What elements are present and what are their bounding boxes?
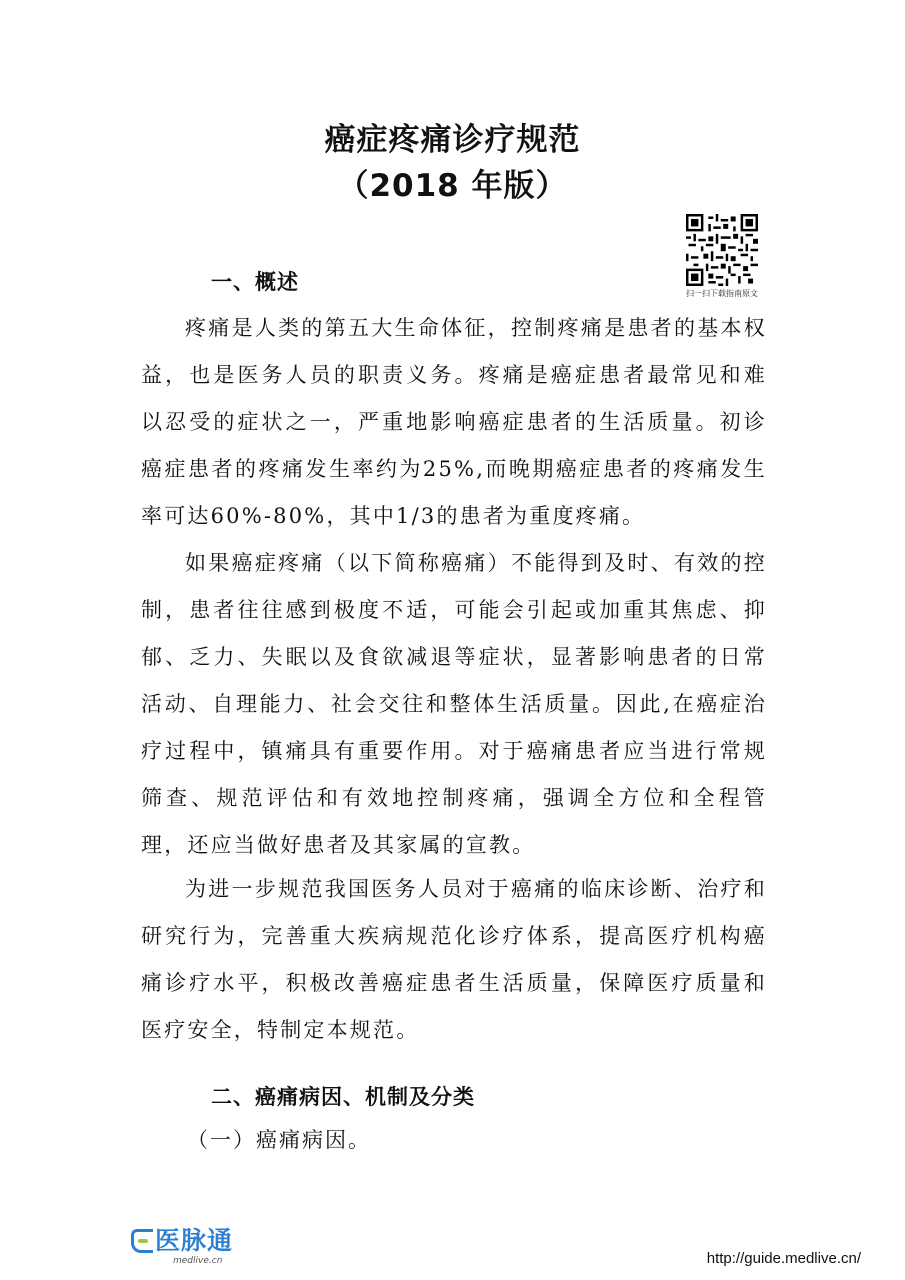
qr-caption: 扫一扫下载指南原文 [686, 289, 758, 298]
document-subtitle: （2018 年版） [337, 168, 568, 204]
paragraph: 如果癌症疼痛（以下简称癌痛）不能得到及时、有效的控制，患者往往感到极度不适，可能会引起或加重其焦虑、抑郁、乏力、失眠以及食欲减退等症状，显著影响患者的日常活动、自理能力、社会交往和整体生活质量。因此,在癌症治疗过程中，镇痛具有重要作用。对于癌痛患者应当进行常规筛查、规范评估和有效地控制疼痛，强调全方位和全程管理，还应当做好患者及其家属的宣教。 [141, 551, 767, 857]
qr-code-block[interactable] [680, 214, 764, 299]
qr-code-icon[interactable] [686, 214, 758, 286]
document-title: 癌症疼痛诊疗规范 [324, 122, 581, 158]
section-heading-causes: 二、癌痛病因、机制及分类 [211, 1085, 475, 1109]
logo-subtext: medlive.cn [173, 1256, 223, 1266]
subsection-item: （一）癌痛病因。 [187, 1128, 371, 1152]
logo-text: 医脉通 [155, 1226, 234, 1255]
paragraph: 疼痛是人类的第五大生命体征，控制疼痛是患者的基本权益，也是医务人员的职责义务。疼痛是癌症患者最常见和难以忍受的症状之一，严重地影响癌症患者的生活质量。初诊癌症患者的疼痛发生率约为25%,而晚期癌症患者的疼痛发生率可达60%-80%，其中1/3的患者为重度疼痛。 [141, 316, 767, 528]
paragraph: 为进一步规范我国医务人员对于癌痛的临床诊断、治疗和研究行为，完善重大疾病规范化诊疗体系，提高医疗机构癌痛诊疗水平，积极改善癌症患者生活质量，保障医疗质量和医疗安全，特制定本规范。 [141, 877, 767, 1042]
medlive-logo[interactable] [131, 1226, 241, 1274]
logo-mark-icon [131, 1229, 153, 1253]
footer-url-link[interactable]: http://guide.medlive.cn/ [706, 1250, 861, 1267]
section-heading-overview: 一、概述 [211, 270, 299, 294]
